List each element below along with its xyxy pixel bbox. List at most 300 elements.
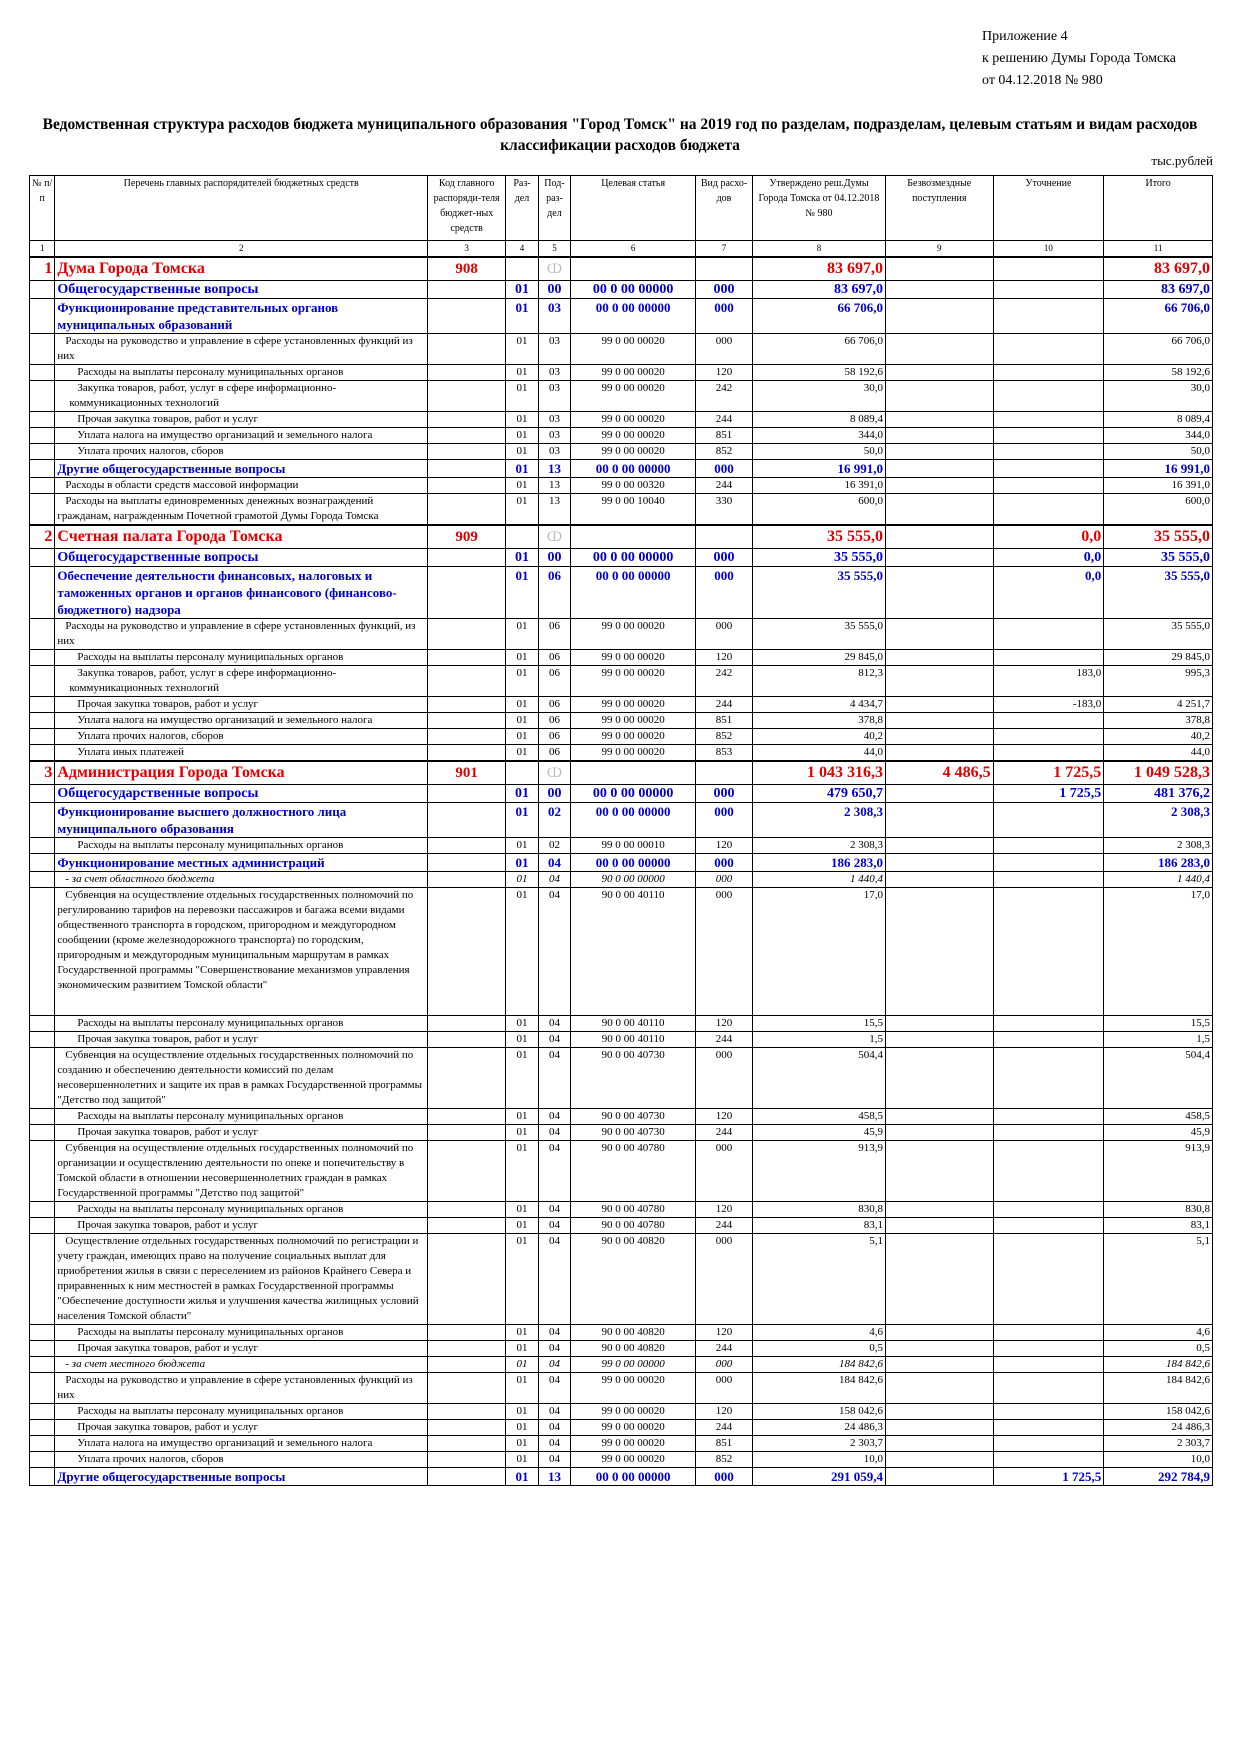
- expense-type-cell: 851: [696, 713, 753, 729]
- org-code: [428, 1202, 506, 1218]
- approved-amount: 812,3: [752, 666, 885, 697]
- org-code: [428, 1325, 506, 1341]
- free-receipts-amount: [885, 888, 993, 1016]
- blank-mark: ↀ: [538, 257, 570, 281]
- refinement-amount: [993, 803, 1104, 838]
- org-row: [30, 525, 1213, 549]
- org-code: [428, 1016, 506, 1032]
- approved-amount: 29 845,0: [752, 650, 885, 666]
- expense-type-cell: 000: [696, 1141, 753, 1202]
- expense-detail-row: [30, 838, 1213, 854]
- row-name: Функционирование местных администраций: [55, 854, 428, 872]
- free-receipts-amount: [885, 785, 993, 803]
- podrazdel-cell: 04: [538, 1202, 570, 1218]
- subsection-row: [30, 854, 1213, 872]
- free-receipts-amount: [885, 525, 993, 549]
- refinement-amount: [993, 888, 1104, 1016]
- row-name: Счетная палата Города Томска: [55, 525, 428, 549]
- podrazdel-cell: 06: [538, 619, 570, 650]
- row-number: [30, 666, 55, 697]
- free-receipts-amount: [885, 549, 993, 567]
- approved-amount: 1,5: [752, 1032, 885, 1048]
- row-name: Прочая закупка товаров, работ и услуг: [55, 412, 428, 428]
- expense-type-cell: 853: [696, 745, 753, 762]
- target-article-cell: 99 0 00 00020: [571, 1436, 696, 1452]
- expense-type-cell: 000: [696, 281, 753, 299]
- total-amount: 50,0: [1104, 444, 1213, 460]
- refinement-amount: [993, 299, 1104, 334]
- target-article-cell: 90 0 00 40780: [571, 1141, 696, 1202]
- row-number: [30, 713, 55, 729]
- podrazdel-cell: 04: [538, 872, 570, 888]
- target-article-cell: 99 0 00 00020: [571, 1404, 696, 1420]
- refinement-amount: -183,0: [993, 697, 1104, 713]
- org-code: [428, 1141, 506, 1202]
- expense-row: [30, 888, 1213, 1016]
- total-amount: 1 440,4: [1104, 872, 1213, 888]
- free-receipts-amount: [885, 697, 993, 713]
- refinement-amount: [993, 494, 1104, 526]
- expense-detail-row: [30, 412, 1213, 428]
- org-code: 909: [428, 525, 506, 549]
- org-code: 901: [428, 761, 506, 785]
- total-amount: 184 842,6: [1104, 1373, 1213, 1404]
- podrazdel-cell: 00: [538, 281, 570, 299]
- razdel-cell: 01: [506, 1125, 538, 1141]
- total-amount: 29 845,0: [1104, 650, 1213, 666]
- total-amount: 40,2: [1104, 729, 1213, 745]
- free-receipts-amount: [885, 1016, 993, 1032]
- target-article-cell: 00 0 00 00000: [571, 460, 696, 478]
- total-amount: 0,5: [1104, 1341, 1213, 1357]
- podrazdel-cell: 13: [538, 1468, 570, 1486]
- refinement-amount: [993, 838, 1104, 854]
- razdel-cell: 01: [506, 334, 538, 365]
- free-receipts-amount: [885, 854, 993, 872]
- free-receipts-amount: [885, 257, 993, 281]
- podrazdel-cell: 06: [538, 697, 570, 713]
- row-name: Расходы на выплаты единовременных денежных вознаграждений гражданам, награжденным Почетной грамотой Думы Города Томска: [55, 494, 428, 526]
- refinement-amount: [993, 1218, 1104, 1234]
- target-article-cell: 90 0 00 40730: [571, 1048, 696, 1109]
- total-amount: 16 391,0: [1104, 478, 1213, 494]
- org-code: [428, 838, 506, 854]
- org-code: [428, 281, 506, 299]
- podrazdel-cell: 03: [538, 365, 570, 381]
- section-row: [30, 281, 1213, 299]
- total-amount: 35 555,0: [1104, 619, 1213, 650]
- refinement-amount: [993, 1109, 1104, 1125]
- target-article-cell: 99 0 00 00020: [571, 1452, 696, 1468]
- target-article-cell: 90 0 00 40820: [571, 1234, 696, 1325]
- free-receipts-amount: [885, 1341, 993, 1357]
- expense-detail-row: [30, 1325, 1213, 1341]
- razdel-cell: 01: [506, 444, 538, 460]
- expense-type-cell: 852: [696, 1452, 753, 1468]
- target-article-cell: 90 0 00 00000: [571, 872, 696, 888]
- approved-amount: 458,5: [752, 1109, 885, 1125]
- row-number: [30, 745, 55, 762]
- razdel-cell: 01: [506, 888, 538, 1016]
- refinement-amount: [993, 1016, 1104, 1032]
- org-code: [428, 299, 506, 334]
- row-name: Расходы на выплаты персоналу муниципальных органов: [55, 1325, 428, 1341]
- razdel-cell: 01: [506, 460, 538, 478]
- podrazdel-cell: 04: [538, 888, 570, 1016]
- appendix-line-3: от 04.12.2018 № 980: [982, 73, 1103, 88]
- expense-type-cell: 000: [696, 619, 753, 650]
- free-receipts-amount: [885, 1436, 993, 1452]
- target-article-cell: 99 0 00 00020: [571, 365, 696, 381]
- row-number: [30, 281, 55, 299]
- total-amount: 24 486,3: [1104, 1420, 1213, 1436]
- approved-amount: 2 308,3: [752, 803, 885, 838]
- row-number: [30, 785, 55, 803]
- razdel-cell: 01: [506, 281, 538, 299]
- expense-type-cell: 120: [696, 1325, 753, 1341]
- refinement-amount: [993, 745, 1104, 762]
- total-amount: 344,0: [1104, 428, 1213, 444]
- approved-amount: 44,0: [752, 745, 885, 762]
- expense-type-cell: [696, 257, 753, 281]
- target-article-cell: [571, 525, 696, 549]
- row-name: Уплата налога на имущество организаций и земельного налога: [55, 1436, 428, 1452]
- row-name: Расходы на выплаты персоналу муниципальных органов: [55, 838, 428, 854]
- total-amount: 913,9: [1104, 1141, 1213, 1202]
- expense-type-cell: 120: [696, 1404, 753, 1420]
- podrazdel-cell: 04: [538, 1234, 570, 1325]
- approved-amount: 913,9: [752, 1141, 885, 1202]
- target-article-cell: 99 0 00 00020: [571, 697, 696, 713]
- appendix-reference: [982, 26, 1176, 92]
- org-code: [428, 1404, 506, 1420]
- total-amount: 83 697,0: [1104, 281, 1213, 299]
- org-code: [428, 1048, 506, 1109]
- razdel-cell: [506, 761, 538, 785]
- org-code: [428, 567, 506, 619]
- approved-amount: 2 308,3: [752, 838, 885, 854]
- expense-detail-row: [30, 365, 1213, 381]
- free-receipts-amount: [885, 1357, 993, 1373]
- refinement-amount: [993, 1420, 1104, 1436]
- razdel-cell: 01: [506, 854, 538, 872]
- target-article-cell: 99 0 00 00020: [571, 619, 696, 650]
- blank-mark: ↀ: [538, 525, 570, 549]
- refinement-amount: 0,0: [993, 525, 1104, 549]
- row-name: Субвенция на осуществление отдельных государственных полномочий по созданию и обеспечению деятельности комиссий по делам несовершеннолетних и защите их прав в рамках Государственной программы "Детство под защитой": [55, 1048, 428, 1109]
- target-article-cell: 99 0 00 00320: [571, 478, 696, 494]
- razdel-cell: 01: [506, 299, 538, 334]
- target-article-cell: 99 0 00 00010: [571, 838, 696, 854]
- free-receipts-amount: [885, 713, 993, 729]
- free-receipts-amount: [885, 1218, 993, 1234]
- expense-detail-row: [30, 428, 1213, 444]
- target-article-cell: 99 0 00 00020: [571, 381, 696, 412]
- free-receipts-amount: [885, 412, 993, 428]
- expense-type-cell: 244: [696, 478, 753, 494]
- podrazdel-cell: 06: [538, 745, 570, 762]
- total-amount: 1 049 528,3: [1104, 761, 1213, 785]
- total-amount: 995,3: [1104, 666, 1213, 697]
- razdel-cell: 01: [506, 549, 538, 567]
- expense-type-cell: 242: [696, 666, 753, 697]
- org-code: [428, 460, 506, 478]
- target-article-cell: 00 0 00 00000: [571, 567, 696, 619]
- free-receipts-amount: [885, 1452, 993, 1468]
- approved-amount: 15,5: [752, 1016, 885, 1032]
- expense-type-cell: 244: [696, 1341, 753, 1357]
- approved-amount: 83 697,0: [752, 281, 885, 299]
- expense-type-cell: 120: [696, 838, 753, 854]
- refinement-amount: [993, 854, 1104, 872]
- free-receipts-amount: [885, 381, 993, 412]
- refinement-amount: [993, 478, 1104, 494]
- section-row: [30, 549, 1213, 567]
- approved-amount: 504,4: [752, 1048, 885, 1109]
- approved-amount: 830,8: [752, 1202, 885, 1218]
- target-article-cell: 99 0 00 00020: [571, 666, 696, 697]
- approved-amount: 66 706,0: [752, 334, 885, 365]
- refinement-amount: [993, 1325, 1104, 1341]
- row-name: Расходы на руководство и управление в сфере установленных функций, из них: [55, 619, 428, 650]
- target-article-cell: 99 0 00 00020: [571, 729, 696, 745]
- approved-amount: 378,8: [752, 713, 885, 729]
- org-code: 908: [428, 257, 506, 281]
- row-number: [30, 549, 55, 567]
- razdel-cell: 01: [506, 697, 538, 713]
- free-receipts-amount: [885, 334, 993, 365]
- col-number: 10: [993, 241, 1104, 258]
- expense-detail-row: [30, 1109, 1213, 1125]
- expense-type-cell: 244: [696, 1218, 753, 1234]
- approved-amount: 10,0: [752, 1452, 885, 1468]
- subsection-row: [30, 803, 1213, 838]
- expense-detail-row: [30, 713, 1213, 729]
- header-row: [30, 176, 1213, 241]
- refinement-amount: [993, 1404, 1104, 1420]
- expense-type-cell: 000: [696, 785, 753, 803]
- expense-detail-row: [30, 729, 1213, 745]
- row-name: Закупка товаров, работ, услуг в сфере информационно-коммуникационных технологий: [55, 666, 428, 697]
- target-article-cell: 99 0 00 10040: [571, 494, 696, 526]
- expense-detail-row: [30, 650, 1213, 666]
- target-article-cell: 00 0 00 00000: [571, 1468, 696, 1486]
- row-number: [30, 1016, 55, 1032]
- row-number: [30, 650, 55, 666]
- razdel-cell: 01: [506, 567, 538, 619]
- free-receipts-amount: [885, 1032, 993, 1048]
- row-name: Прочая закупка товаров, работ и услуг: [55, 1125, 428, 1141]
- row-name: Обеспечение деятельности финансовых, налоговых и таможенных органов и органов финансового (финансово-бюджетного) надзора: [55, 567, 428, 619]
- podrazdel-cell: 03: [538, 428, 570, 444]
- free-receipts-amount: [885, 1141, 993, 1202]
- refinement-amount: [993, 281, 1104, 299]
- expense-detail-row: [30, 1341, 1213, 1357]
- approved-amount: 83,1: [752, 1218, 885, 1234]
- razdel-cell: 01: [506, 478, 538, 494]
- expense-type-cell: 244: [696, 1032, 753, 1048]
- total-amount: 4,6: [1104, 1325, 1213, 1341]
- razdel-cell: 01: [506, 650, 538, 666]
- col-number: 2: [55, 241, 428, 258]
- total-amount: 35 555,0: [1104, 549, 1213, 567]
- row-number: [30, 1357, 55, 1373]
- total-amount: 830,8: [1104, 1202, 1213, 1218]
- free-receipts-amount: [885, 1125, 993, 1141]
- row-number: [30, 1468, 55, 1486]
- expense-type-cell: 851: [696, 1436, 753, 1452]
- org-code: [428, 549, 506, 567]
- expense-type-cell: 000: [696, 1048, 753, 1109]
- approved-amount: 4,6: [752, 1325, 885, 1341]
- row-number: [30, 1109, 55, 1125]
- header-refine: Уточнение: [993, 176, 1104, 241]
- org-code: [428, 1452, 506, 1468]
- row-name: Субвенция на осуществление отдельных государственных полномочий по регулированию тарифов на перевозки пассажиров и багажа всеми видами общественного транспорта в городском, пригородном и междугородном сообщении (кроме железнодорожного транспорта) по городским, пригородным и междугородным муниципальным маршрутам в рамках Государственной программы "Совершенствование механизмов управления экономическим развитием Томской области": [55, 888, 428, 1016]
- podrazdel-cell: 04: [538, 1218, 570, 1234]
- row-number: [30, 1341, 55, 1357]
- row-number: [30, 1234, 55, 1325]
- total-amount: 83 697,0: [1104, 257, 1213, 281]
- expense-detail-row: [30, 444, 1213, 460]
- row-number: [30, 1436, 55, 1452]
- approved-amount: 8 089,4: [752, 412, 885, 428]
- free-receipts-amount: [885, 1325, 993, 1341]
- podrazdel-cell: 02: [538, 803, 570, 838]
- col-number: 3: [428, 241, 506, 258]
- expense-detail-row: [30, 697, 1213, 713]
- row-name: Функционирование представительных органов муниципальных образований: [55, 299, 428, 334]
- razdel-cell: 01: [506, 494, 538, 526]
- blank-mark: ↀ: [538, 761, 570, 785]
- total-amount: 2 308,3: [1104, 803, 1213, 838]
- refinement-amount: 1 725,5: [993, 1468, 1104, 1486]
- refinement-amount: [993, 872, 1104, 888]
- header-approved: Утверждено реш.Думы Города Томска от 04.12.2018 № 980: [752, 176, 885, 241]
- org-code: [428, 1373, 506, 1404]
- col-number: 4: [506, 241, 538, 258]
- row-number: [30, 838, 55, 854]
- expense-type-cell: 120: [696, 1202, 753, 1218]
- subsection-row: [30, 299, 1213, 334]
- podrazdel-cell: 04: [538, 1357, 570, 1373]
- target-article-cell: 00 0 00 00000: [571, 785, 696, 803]
- org-code: [428, 1468, 506, 1486]
- approved-amount: 17,0: [752, 888, 885, 1016]
- podrazdel-cell: 03: [538, 444, 570, 460]
- row-name: Расходы на выплаты персоналу муниципальных органов: [55, 650, 428, 666]
- row-number: [30, 478, 55, 494]
- refinement-amount: [993, 412, 1104, 428]
- podrazdel-cell: 06: [538, 666, 570, 697]
- total-amount: 186 283,0: [1104, 854, 1213, 872]
- free-receipts-amount: [885, 1420, 993, 1436]
- org-code: [428, 854, 506, 872]
- refinement-amount: [993, 1341, 1104, 1357]
- header-num: № п/п: [30, 176, 55, 241]
- expense-type-cell: 851: [696, 428, 753, 444]
- total-amount: 35 555,0: [1104, 567, 1213, 619]
- row-number: [30, 1404, 55, 1420]
- approved-amount: 45,9: [752, 1125, 885, 1141]
- free-receipts-amount: [885, 1109, 993, 1125]
- row-name: - за счет областного бюджета: [55, 872, 428, 888]
- org-code: [428, 650, 506, 666]
- razdel-cell: 01: [506, 1202, 538, 1218]
- total-amount: 504,4: [1104, 1048, 1213, 1109]
- razdel-cell: 01: [506, 1048, 538, 1109]
- org-code: [428, 444, 506, 460]
- target-article-cell: 99 0 00 00020: [571, 412, 696, 428]
- expense-type-cell: [696, 761, 753, 785]
- expense-type-cell: 244: [696, 697, 753, 713]
- podrazdel-cell: 03: [538, 334, 570, 365]
- podrazdel-cell: 04: [538, 1436, 570, 1452]
- razdel-cell: 01: [506, 713, 538, 729]
- row-name: Осуществление отдельных государственных полномочий по регистрации и учету граждан, имеющих право на получение социальных выплат для приобретения жилья в связи с переселением из районов Крайнего Севера и приравненных к ним местностей в рамках Государственной программы "Обеспечение доступности жилья и улучшения качества жилищных условий населения Томской области": [55, 1234, 428, 1325]
- free-receipts-amount: [885, 567, 993, 619]
- expense-type-cell: 000: [696, 1373, 753, 1404]
- col-number: 11: [1104, 241, 1213, 258]
- org-code: [428, 729, 506, 745]
- approved-amount: 5,1: [752, 1234, 885, 1325]
- target-article-cell: 00 0 00 00000: [571, 549, 696, 567]
- refinement-amount: [993, 1436, 1104, 1452]
- expense-detail-row: [30, 1202, 1213, 1218]
- target-article-cell: 90 0 00 40780: [571, 1218, 696, 1234]
- approved-amount: 40,2: [752, 729, 885, 745]
- row-name: Прочая закупка товаров, работ и услуг: [55, 1218, 428, 1234]
- org-code: [428, 1436, 506, 1452]
- row-name: Расходы на выплаты персоналу муниципальных органов: [55, 365, 428, 381]
- row-number: [30, 854, 55, 872]
- podrazdel-cell: 04: [538, 1048, 570, 1109]
- subsection-row: [30, 567, 1213, 619]
- razdel-cell: 01: [506, 785, 538, 803]
- podrazdel-cell: 06: [538, 650, 570, 666]
- free-receipts-amount: [885, 460, 993, 478]
- free-receipts-amount: [885, 1202, 993, 1218]
- appendix-line-1: Приложение 4: [982, 29, 1068, 44]
- approved-amount: 158 042,6: [752, 1404, 885, 1420]
- approved-amount: 24 486,3: [752, 1420, 885, 1436]
- razdel-cell: 01: [506, 838, 538, 854]
- total-amount: 15,5: [1104, 1016, 1213, 1032]
- row-number: [30, 334, 55, 365]
- refinement-amount: [993, 428, 1104, 444]
- target-article-cell: 00 0 00 00000: [571, 299, 696, 334]
- refinement-amount: 183,0: [993, 666, 1104, 697]
- total-amount: 184 842,6: [1104, 1357, 1213, 1373]
- target-article-cell: 99 0 00 00020: [571, 444, 696, 460]
- total-amount: 2 303,7: [1104, 1436, 1213, 1452]
- free-receipts-amount: [885, 1048, 993, 1109]
- header-code: Код главного распоряди-теля бюджет-ных средств: [428, 176, 506, 241]
- row-number: [30, 1125, 55, 1141]
- row-name: Закупка товаров, работ, услуг в сфере информационно-коммуникационных технологий: [55, 381, 428, 412]
- target-article-cell: 00 0 00 00000: [571, 854, 696, 872]
- expense-detail-row: [30, 1125, 1213, 1141]
- podrazdel-cell: 02: [538, 838, 570, 854]
- col-number: 9: [885, 241, 993, 258]
- approved-amount: 344,0: [752, 428, 885, 444]
- row-name: Расходы на выплаты персоналу муниципальных органов: [55, 1202, 428, 1218]
- free-receipts-amount: [885, 299, 993, 334]
- razdel-cell: 01: [506, 1016, 538, 1032]
- org-code: [428, 666, 506, 697]
- row-number: [30, 872, 55, 888]
- free-receipts-amount: [885, 745, 993, 762]
